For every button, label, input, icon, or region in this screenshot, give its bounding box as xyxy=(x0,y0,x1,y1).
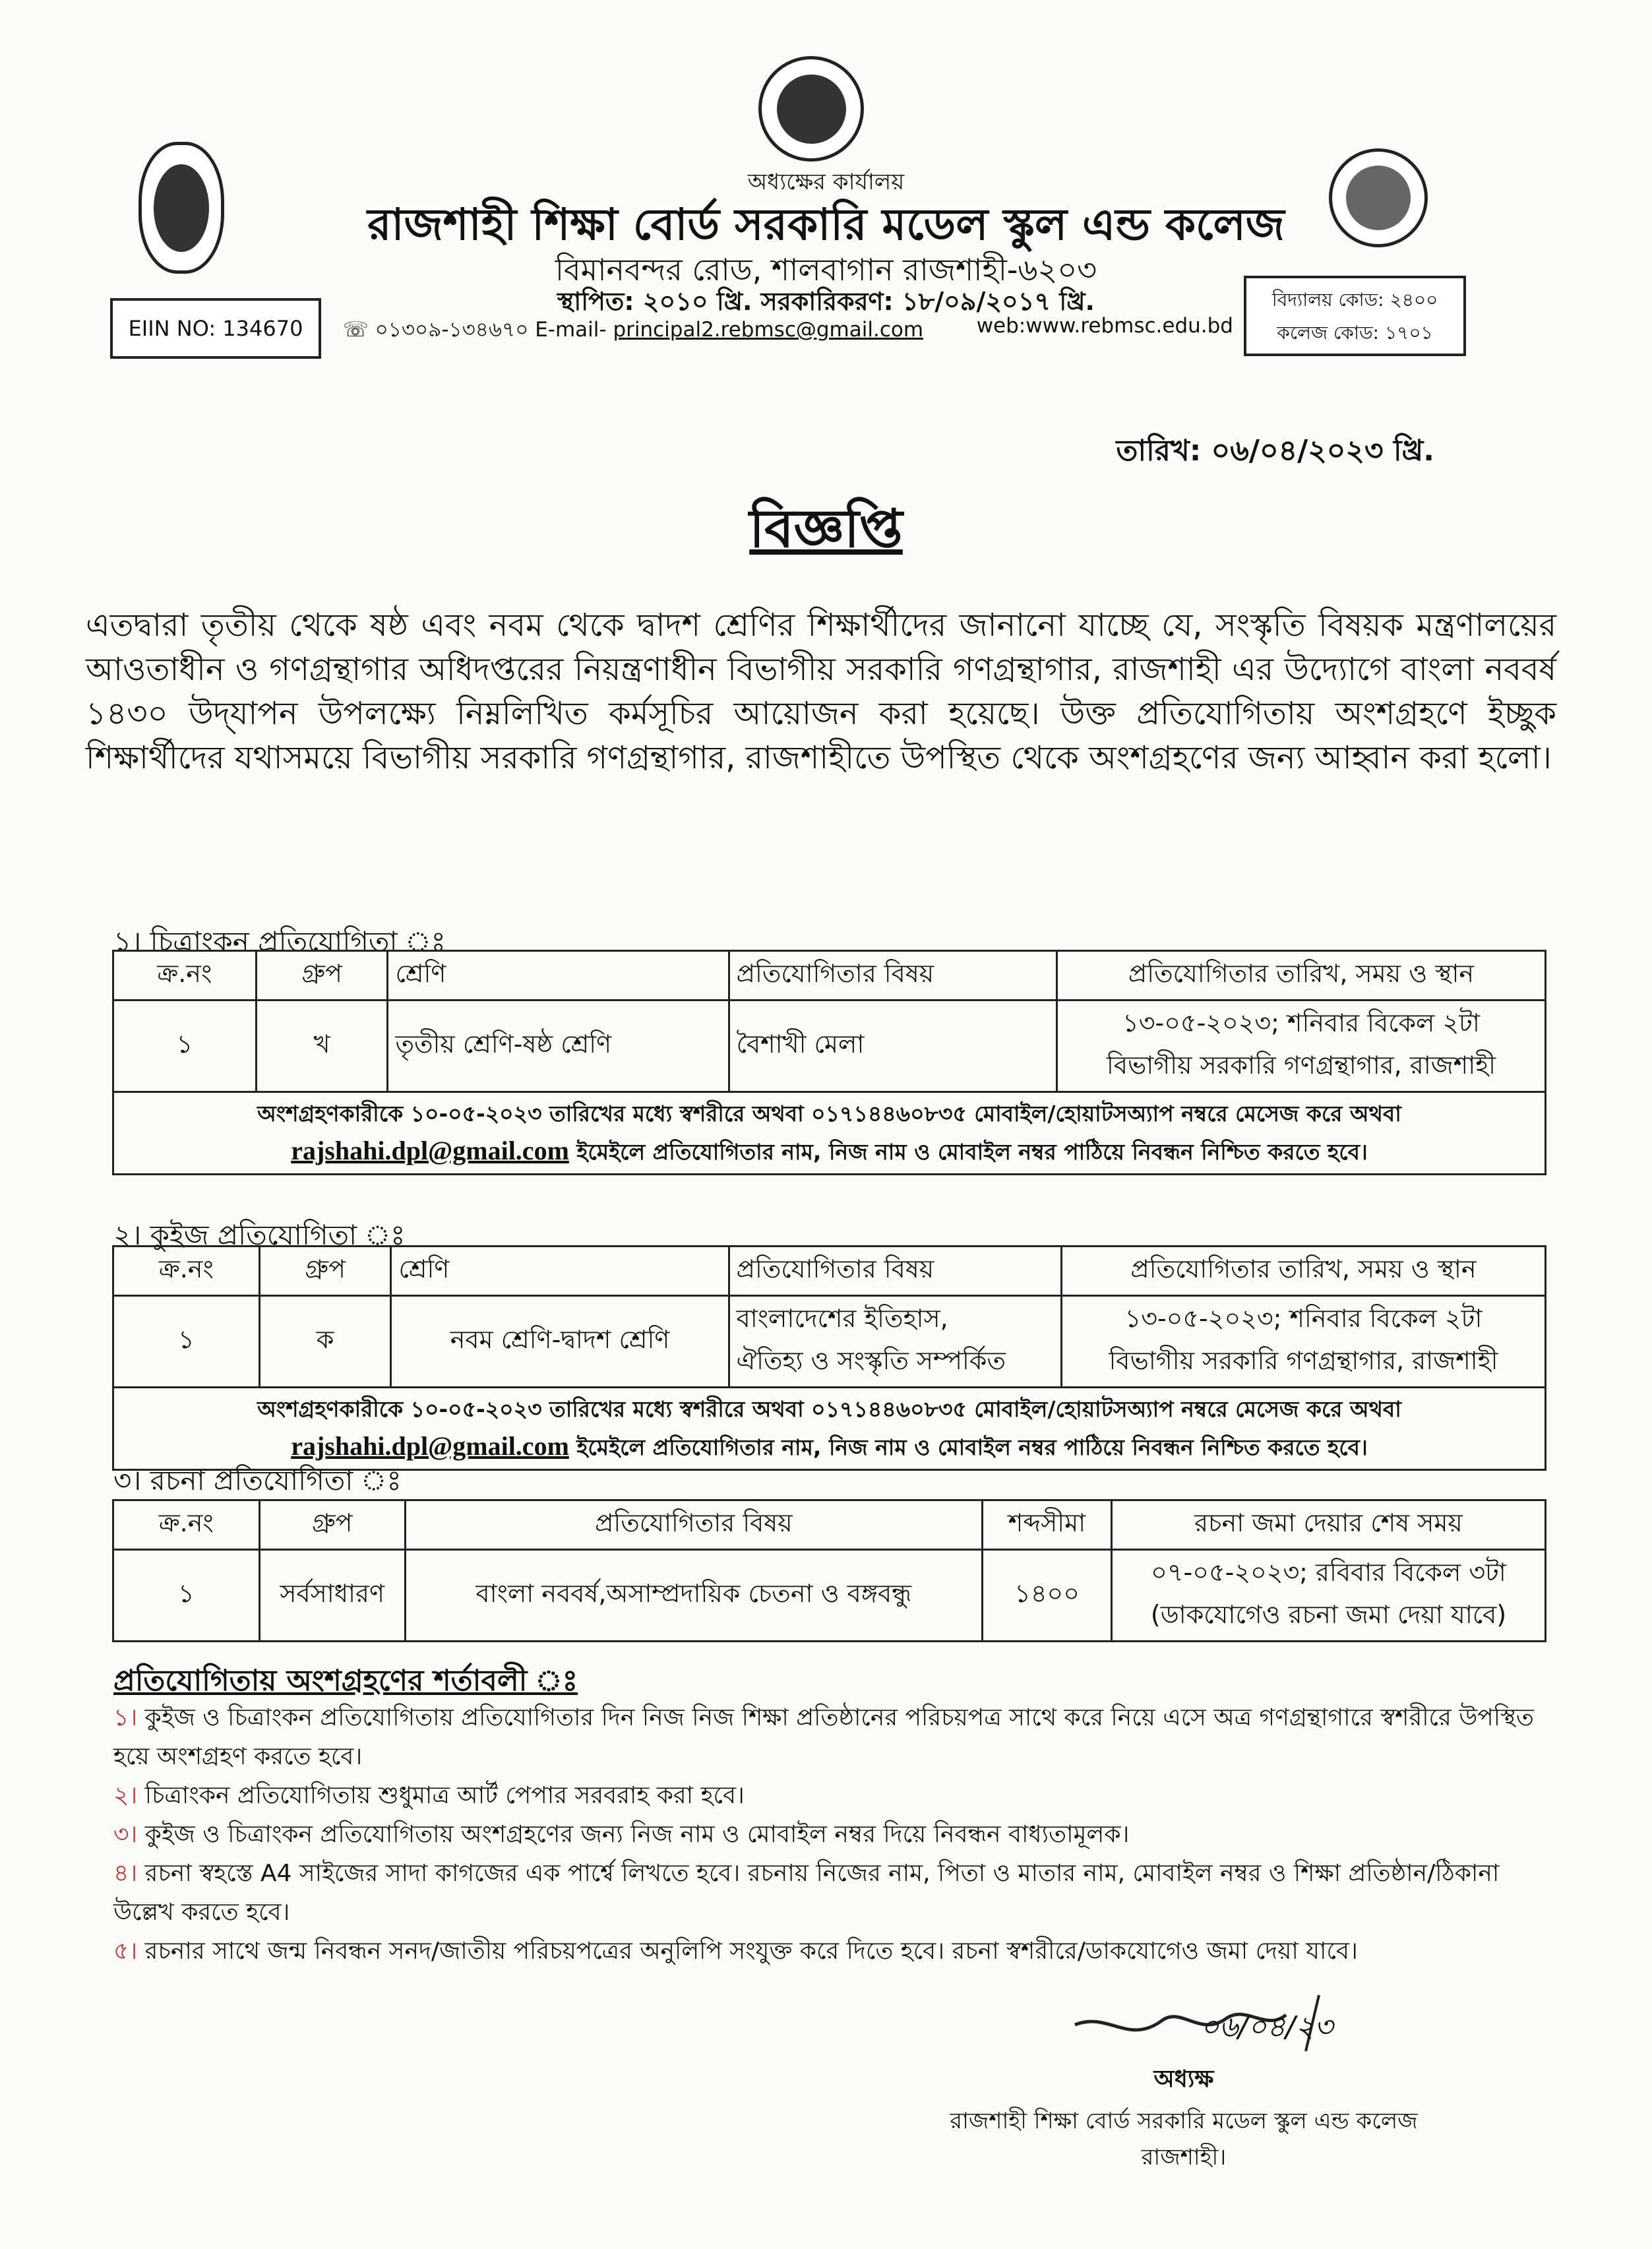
established-info: স্থাপিত: ২০১০ খ্রি. সরকারিকরণ: ১৮/০৯/২০১৭ খ্রি. xyxy=(557,287,1095,316)
postal-note: (ডাকযোগেও রচনা জমা দেয়া যাবে) xyxy=(1150,1600,1507,1629)
term-text: রচনা স্বহস্তে A4 সাইজের সাদা কাগজের এক পার্শ্বে লিখতে হবে। রচনায় নিজের নাম, পিতা ও মাতার নাম, মোবাইল নম্বর ও শিক্ষা প্রতিষ্ঠান/ঠিকানা উল্লেখ করতে হবে। xyxy=(113,1860,1500,1926)
quiz-competition-table xyxy=(112,1245,1546,1471)
table-header-row xyxy=(113,1500,1546,1550)
code-box xyxy=(1244,276,1466,356)
note-line-1: অংশগ্রহণকারীকে ১০-০৫-২০২৩ তারিখের মধ্যে স্বশরীরে অথবা ০১৭১৪৪৬০৮৩৫ মোবাইল/হোয়াটসঅ্যাপ নম্বরে মেসেজ করে অথবা xyxy=(257,1396,1401,1422)
header-deadline: রচনা জমা দেয়ার শেষ সময় xyxy=(1111,1500,1545,1550)
serial-cell: ১ xyxy=(113,1296,260,1388)
eiin-number: EIIN NO: 134670 xyxy=(128,316,303,341)
header-group: গ্রুপ xyxy=(256,951,388,1001)
signatory-role: অধ্যক্ষ xyxy=(1153,2066,1214,2093)
subject-cell xyxy=(729,1296,1061,1388)
table-header-row xyxy=(113,951,1546,1001)
table-header-row xyxy=(113,1247,1546,1296)
office-label: অধ্যক্ষের কার্যালয় xyxy=(747,169,905,195)
term-text: কুইজ ও চিত্রাংকন প্রতিযোগিতায় অংশগ্রহণের জন্য নিজ নাম ও মোবাইল নম্বর দিয়ে নিবন্ধন বাধ্যতামূলক। xyxy=(137,1821,1130,1848)
term-number: ৩। xyxy=(113,1821,138,1848)
header-date-place: প্রতিযোগিতার তারিখ, সময় ও স্থান xyxy=(1062,1247,1546,1296)
class-cell: তৃতীয় শ্রেণি-ষষ্ঠ শ্রেণি xyxy=(388,1001,729,1092)
note-line-2: ইমেইলে প্রতিযোগিতার নাম, নিজ নাম ও মোবাইল নম্বর পাঠিয়ে নিবন্ধন নিশ্চিত করতে হবে। xyxy=(568,1434,1368,1460)
class-cell: নবম শ্রেণি-দ্বাদশ শ্রেণি xyxy=(391,1296,729,1388)
header-subject: প্রতিযোগিতার বিষয় xyxy=(405,1500,983,1550)
signatory-institution: রাজশাহী শিক্ষা বোর্ড সরকারি মডেল স্কুল এন্ড কলেজ xyxy=(950,2108,1418,2134)
date-time: ১৩-০৫-২০২৩; শনিবার বিকেল ২টা xyxy=(1124,1304,1483,1333)
term-text: রচনার সাথে জন্ম নিবন্ধন সনদ/জাতীয় পরিচয়পত্রের অনুলিপি সংযুক্ত করে দিতে হবে। রচনা স্বশরীরে/ডাকযোগেও জমা দেয়া যাবে। xyxy=(137,1938,1358,1965)
subject-cell: বাংলা নববর্ষ,অসাম্প্রদায়িক চেতনা ও বঙ্গবন্ধু xyxy=(405,1550,983,1642)
subject-line-1: বাংলাদেশের ইতিহাস, xyxy=(736,1304,948,1333)
website[interactable]: web:www.rebmsc.edu.bd xyxy=(976,314,1233,338)
table-row xyxy=(113,1296,1546,1388)
terms-heading: প্রতিযোগিতায় অংশগ্রহণের শর্তাবলী ঃ xyxy=(113,1664,578,1698)
term-item xyxy=(113,1932,1551,1971)
header-group: গ্রুপ xyxy=(259,1500,405,1550)
deadline-cell xyxy=(1111,1550,1545,1642)
term-number: ৫। xyxy=(113,1938,138,1965)
header-serial: ক্র.নং xyxy=(113,1247,260,1296)
section-1-heading: ১। চিত্রাংকন প্রতিযোগিতা ঃ xyxy=(113,925,446,958)
term-item xyxy=(113,1815,1551,1854)
header-subject: প্রতিযোগিতার বিষয় xyxy=(729,951,1056,1001)
note-email[interactable]: rajshahi.dpl@gmail.com xyxy=(291,1136,569,1165)
header-date-place: প্রতিযোগিতার তারিখ, সময় ও স্থান xyxy=(1057,951,1546,1001)
note-line-1: অংশগ্রহণকারীকে ১০-০৫-২০২৩ তারিখের মধ্যে স্বশরীরে অথবা ০১৭১৪৪৬০৮৩৫ মোবাইল/হোয়াটসঅ্যাপ নম্বরে মেসেজ করে অথবা xyxy=(257,1101,1401,1126)
date-place-cell xyxy=(1057,1001,1546,1092)
serial-cell: ১ xyxy=(113,1001,257,1092)
notice-date: তারিখ: ০৬/০৪/২০২৩ খ্রি. xyxy=(1116,434,1434,468)
term-text: কুইজ ও চিত্রাংকন প্রতিযোগিতায় প্রতিযোগিতার দিন নিজ নিজ শিক্ষা প্রতিষ্ঠানের পরিচয়পত্র সাথে করে নিয়ে এসে অত্র গণগ্রন্থাগারে স্বশরীরে উপস্থিত হয়ে অংশগ্রহণ করতে হবে। xyxy=(113,1704,1534,1770)
term-item xyxy=(113,1698,1551,1776)
signature-date: ০৬/০৪/২৩ xyxy=(1200,2010,1333,2044)
deadline: ০৭-০৫-২০২৩; রবিবার বিকেল ৩টা xyxy=(1151,1558,1506,1587)
bangladesh-government-seal xyxy=(758,56,864,162)
essay-competition-table xyxy=(112,1499,1546,1642)
drawing-competition-table xyxy=(112,950,1546,1175)
term-item xyxy=(113,1854,1551,1932)
header-serial: ক্র.নং xyxy=(113,951,257,1001)
notice-title: বিজ্ঞপ্তি xyxy=(749,498,903,559)
eiin-box xyxy=(110,298,321,359)
group-cell: ক xyxy=(259,1296,391,1388)
note-email[interactable]: rajshahi.dpl@gmail.com xyxy=(291,1431,569,1461)
registration-note-row xyxy=(113,1092,1546,1175)
word-limit-cell: ১৪০০ xyxy=(983,1550,1112,1642)
group-cell: খ xyxy=(256,1001,388,1092)
subject-cell: বৈশাখী মেলা xyxy=(729,1001,1056,1092)
contact-line xyxy=(343,314,923,348)
term-item xyxy=(113,1776,1551,1815)
header-subject: প্রতিযোগিতার বিষয় xyxy=(729,1247,1061,1296)
header-serial: ক্র.নং xyxy=(113,1500,260,1550)
school-name: রাজশাহী শিক্ষা বোর্ড সরকারি মডেল স্কুল এন্ড কলেজ xyxy=(367,199,1285,250)
date-place-cell xyxy=(1062,1296,1546,1388)
term-text: চিত্রাংকন প্রতিযোগিতায় শুধুমাত্র আর্ট পেপার সরবরাহ করা হবে। xyxy=(137,1782,745,1809)
table-row xyxy=(113,1001,1546,1092)
group-cell: সর্বসাধারণ xyxy=(259,1550,405,1642)
venue: বিভাগীয় সরকারি গণগ্রন্থাগার, রাজশাহী xyxy=(1106,1051,1496,1080)
term-number: ৪। xyxy=(113,1860,138,1887)
serial-cell: ১ xyxy=(113,1550,260,1642)
phone: ☏ ০১৩০৯-১৩৪৬৭০ E-mail- xyxy=(343,318,613,342)
email-link[interactable]: principal2.rebmsc@gmail.com xyxy=(613,318,924,342)
school-address: বিমানবন্দর রোড, শালবাগান রাজশাহী-৬২০৩ xyxy=(555,252,1097,288)
date-time: ১৩-০৫-২০২৩; শনিবার বিকেল ২টা xyxy=(1122,1008,1480,1037)
signatory-city: রাজশাহী। xyxy=(1141,2144,1227,2171)
note-line-2: ইমেইলে প্রতিযোগিতার নাম, নিজ নাম ও মোবাইল নম্বর পাঠিয়ে নিবন্ধন নিশ্চিত করতে হবে। xyxy=(568,1139,1368,1165)
college-code: কলেজ কোড: ১৭০১ xyxy=(1277,322,1433,344)
term-number: ২। xyxy=(113,1782,138,1809)
section-3-heading: ৩। রচনা প্রতিযোগিতা ঃ xyxy=(113,1464,402,1496)
header-word-limit: শব্দসীমা xyxy=(983,1500,1112,1550)
venue: বিভাগীয় সরকারি গণগ্রন্থাগার, রাজশাহী xyxy=(1109,1346,1498,1375)
notice-body: এতদ্বারা তৃতীয় থেকে ষষ্ঠ এবং নবম থেকে দ্বাদশ শ্রেণির শিক্ষার্থীদের জানানো যাচ্ছে যে, সংস্কৃতি বিষয়ক মন্ত্রণালয়ের আওতাধীন ও গণগ্রন্থাগার অধিদপ্তরের নিয়ন্ত্রণাধীন বিভাগীয় সরকারি গণগ্রন্থাগার, রাজশাহী এর উদ্যোগে বাংলা নববর্ষ ১৪৩০ উদ্‌যাপন উপলক্ষ্যে নিম্নলিখিত কর্মসূচির আয়োজন করা হয়েছে। উক্ত প্রতিযোগিতায় অংশগ্রহণে ইচ্ছুক শিক্ষার্থীদের যথাসময়ে বিভাগীয় সরকারি গণগ্রন্থাগার, রাজশাহীতে উপস্থিত থেকে অংশগ্রহণের জন্য আহ্বান করা হলো। xyxy=(86,607,1556,776)
header-class: শ্রেণি xyxy=(388,951,729,1001)
header-group: গ্রুপ xyxy=(259,1247,391,1296)
section-2-heading: ২। কুইজ প্রতিযোগিতা ঃ xyxy=(113,1219,406,1251)
registration-note-row xyxy=(113,1388,1546,1470)
term-number: ১। xyxy=(113,1704,138,1731)
school-code: বিদ্যালয় কোড: ২৪০০ xyxy=(1271,289,1438,311)
subject-line-2: ঐতিহ্য ও সংস্কৃতি সম্পর্কিত xyxy=(736,1346,1006,1375)
terms-list xyxy=(113,1698,1551,1971)
header-class: শ্রেণি xyxy=(391,1247,729,1296)
table-row xyxy=(113,1550,1546,1642)
